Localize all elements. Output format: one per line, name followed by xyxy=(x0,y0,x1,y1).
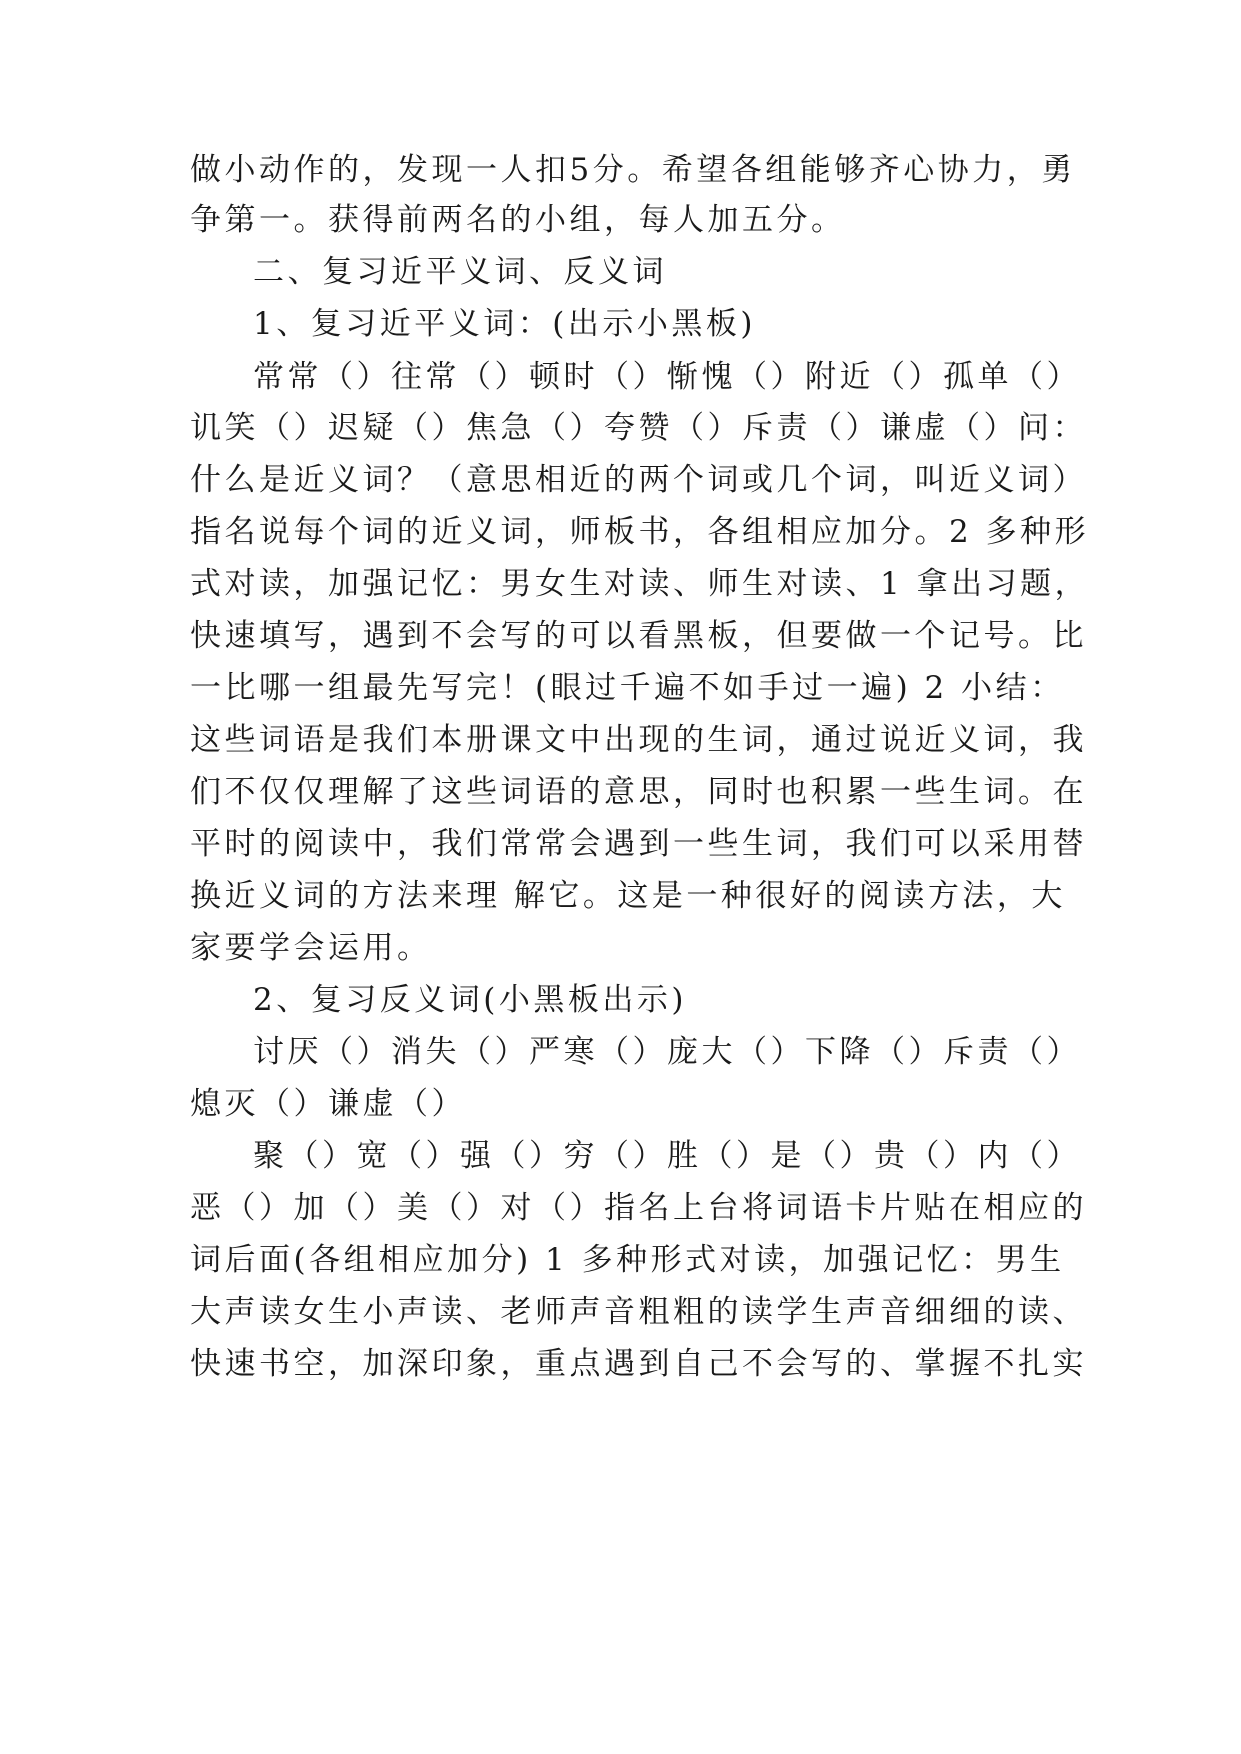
text-line: 大声读女生小声读、老师声音粗粗的读学生声音细细的读、 xyxy=(190,1294,1087,1330)
text-line: 恶（）加（）美（）对（）指名上台将词语卡片贴在相应的 xyxy=(190,1190,1087,1226)
text-line: 聚（）宽（）强（）穷（）胜（）是（）贵（）内（） xyxy=(253,1138,1081,1174)
text-line: 家要学会运用。 xyxy=(190,930,432,966)
text-line: 平时的阅读中，我们常常会遇到一些生词，我们可以采用替 xyxy=(190,826,1087,862)
section-heading: 二、复习近平义词、反义词 xyxy=(253,254,667,290)
text-line: 争第一。获得前两名的小组，每人加五分。 xyxy=(190,202,846,238)
text-line: 们不仅仅理解了这些词语的意思，同时也积累一些生词。在 xyxy=(190,774,1087,810)
text-line: 讥笑（）迟疑（）焦急（）夸赞（）斥责（）谦虚（）问： xyxy=(190,410,1087,446)
subsection-heading: 1、复习近平义词：(出示小黑板) xyxy=(253,306,756,342)
text-line: 快速填写，遇到不会写的可以看黑板，但要做一个记号。比 xyxy=(190,618,1087,654)
text-line: 换近义词的方法来理 解它。这是一种很好的阅读方法，大 xyxy=(190,878,1066,914)
text-line: 词后面(各组相应加分) 1 多种形式对读，加强记忆：男生 xyxy=(190,1242,1065,1278)
text-line: 做小动作的，发现一人扣5分。希望各组能够齐心协力，勇 xyxy=(190,152,1076,188)
text-line: 式对读，加强记忆：男女生对读、师生对读、1 拿出习题， xyxy=(190,566,1090,602)
subsection-heading: 2、复习反义词(小黑板出示) xyxy=(253,982,687,1018)
text-line: 常常（）往常（）顿时（）惭愧（）附近（）孤单（） xyxy=(253,359,1081,395)
text-line: 快速书空，加深印象，重点遇到自己不会写的、掌握不扎实 xyxy=(190,1346,1087,1382)
text-line: 指名说每个词的近义词，师板书，各组相应加分。2 多种形 xyxy=(190,514,1090,550)
text-line: 什么是近义词？（意思相近的两个词或几个词，叫近义词） xyxy=(190,462,1087,498)
text-line: 讨厌（）消失（）严寒（）庞大（）下降（）斥责（） xyxy=(253,1034,1081,1070)
text-line: 熄灭（）谦虚（） xyxy=(190,1086,466,1122)
text-line: 这些词语是我们本册课文中出现的生词，通过说近义词，我 xyxy=(190,722,1087,758)
text-line: 一比哪一组最先写完！(眼过千遍不如手过一遍) 2 小结： xyxy=(190,670,1065,706)
